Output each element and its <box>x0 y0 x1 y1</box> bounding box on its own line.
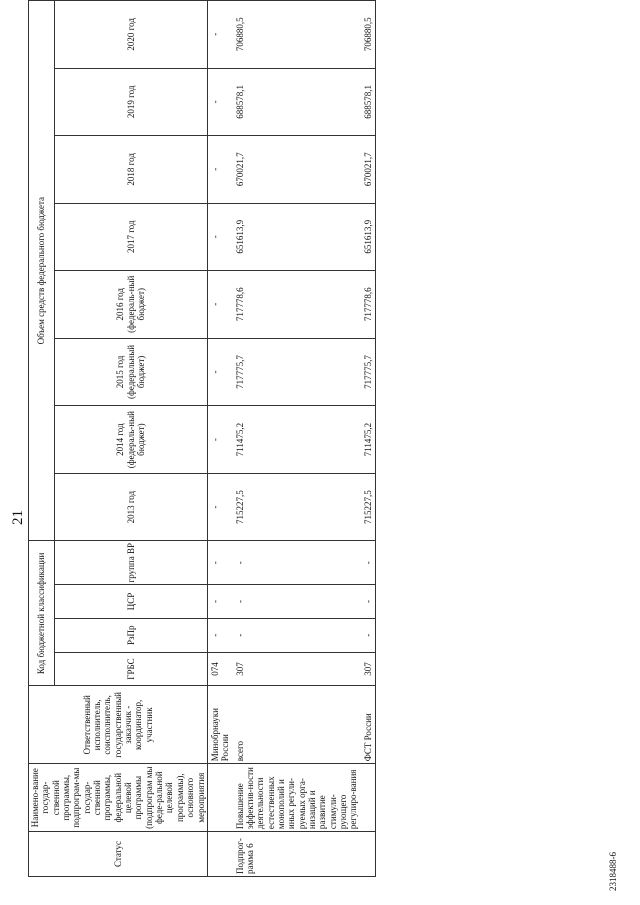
cell-value: - <box>207 406 232 474</box>
cell-value: - <box>207 68 232 135</box>
header-year: 2015 год (федеральный бюджет) <box>54 338 207 406</box>
header-year: 2016 год (федераль-ный бюджет) <box>54 270 207 338</box>
cell-responsible: Минобрнауки России <box>207 686 232 764</box>
header-volume-group: Объем средств федерального бюджета <box>29 1 55 541</box>
cell-name <box>361 764 376 832</box>
header-year: 2014 год (федераль-ный бюджет) <box>54 406 207 474</box>
budget-table <box>28 0 376 877</box>
cell-status: Подпрог-рамма 6 <box>233 832 361 877</box>
cell-grbs: 307 <box>233 652 361 686</box>
cell-value: 717778,6 <box>361 270 376 338</box>
cell-value: - <box>207 136 232 203</box>
table-row <box>361 1 376 877</box>
table-row <box>233 1 361 877</box>
cell-csr: - <box>207 585 232 619</box>
cell-value: 651613,9 <box>233 203 361 270</box>
cell-value: 711475,2 <box>361 406 376 474</box>
cell-value: 688578,1 <box>361 68 376 135</box>
cell-csr: - <box>233 585 361 619</box>
cell-responsible: всего <box>233 686 361 764</box>
cell-value: 706880,5 <box>361 1 376 69</box>
cell-value: 715227,5 <box>361 473 376 540</box>
cell-value: 711475,2 <box>233 406 361 474</box>
cell-vr: - <box>207 541 232 585</box>
cell-rzpr: - <box>361 618 376 652</box>
header-year: 2013 год <box>54 473 207 540</box>
header-year: 2017 год <box>54 203 207 270</box>
header-csr: ЦСР <box>54 585 207 619</box>
cell-value: 717778,6 <box>233 270 361 338</box>
document-id: 2318488-6 <box>608 852 618 891</box>
header-year: 2018 год <box>54 136 207 203</box>
cell-value: - <box>207 270 232 338</box>
cell-value: - <box>207 338 232 406</box>
cell-grbs: 074 <box>207 652 232 686</box>
page-number: 21 <box>10 510 26 525</box>
cell-value: 706880,5 <box>233 1 361 69</box>
cell-value: - <box>207 203 232 270</box>
header-vr: группа ВР <box>54 541 207 585</box>
cell-csr: - <box>361 585 376 619</box>
cell-status <box>207 832 232 877</box>
header-grbs: ГРБС <box>54 652 207 686</box>
cell-value: - <box>207 473 232 540</box>
cell-vr: - <box>361 541 376 585</box>
header-year: 2019 год <box>54 68 207 135</box>
cell-name <box>207 764 232 832</box>
header-code-group: Код бюджетной классификации <box>29 541 55 686</box>
cell-value: 651613,9 <box>361 203 376 270</box>
cell-value: 715227,5 <box>233 473 361 540</box>
cell-rzpr: - <box>233 618 361 652</box>
header-year: 2020 год <box>54 1 207 69</box>
header-status: Статус <box>29 832 208 877</box>
table-row <box>207 1 232 877</box>
cell-value: 670021,7 <box>233 136 361 203</box>
cell-vr: - <box>233 541 361 585</box>
cell-name: Повышение эффектив-ности деятельности естественных монополий и иных регули-руемых орга-низаций и развитие стимули-рующего регулиро-вания <box>233 764 361 832</box>
cell-value: - <box>207 1 232 69</box>
cell-value: 688578,1 <box>233 68 361 135</box>
cell-status <box>361 832 376 877</box>
cell-value: 717775,7 <box>361 338 376 406</box>
header-rzpr: РзПр <box>54 618 207 652</box>
cell-responsible: ФСТ России <box>361 686 376 764</box>
header-responsible: Ответственный исполнитель, соисполнитель, государственный заказчик - координатор, участник <box>29 686 208 764</box>
header-name: Наимено-вание государ-ственной программы, подпрограм-мы государ-ственной программы, федеральной целевой программы (подпрограм мы феде-ральной целевой программы), основного мероприятия <box>29 764 208 832</box>
cell-grbs: 307 <box>361 652 376 686</box>
cell-value: 670021,7 <box>361 136 376 203</box>
cell-rzpr: - <box>207 618 232 652</box>
cell-value: 717775,7 <box>233 338 361 406</box>
